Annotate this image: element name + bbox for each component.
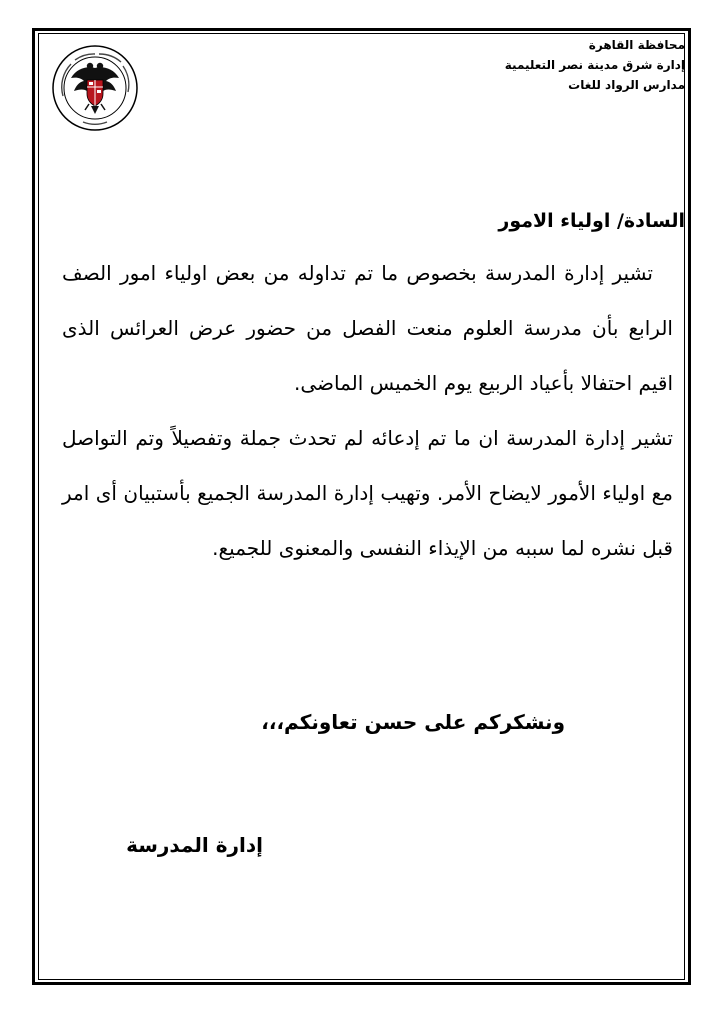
school-header [505, 35, 685, 95]
administration-line: إدارة شرق مدينة نصر التعليمية [504, 58, 685, 72]
school-name-line: مدارس الرواد للغات [568, 78, 685, 92]
body-paragraph: تشير إدارة المدرسة بخصوص ما تم تداوله من بعض اولياء امور الصف الرابع بأن مدرسة العلوم منعت الفصل من حضور عرض العرائس الذى اقيم احتفالا بأعياد الربيع يوم الخميس الماضى. [62, 261, 673, 395]
letter-salutation: السادة/ اولياء الامور [498, 210, 685, 232]
school-seal-logo [51, 44, 139, 132]
letter-body [62, 246, 673, 576]
closing-thanks: ونشكركم على حسن تعاونكم،،، [261, 710, 565, 734]
governorate-line: محافظة القاهرة [588, 38, 685, 52]
body-paragraph: تشير إدارة المدرسة ان ما تم إدعائه لم تحدث جملة وتفصيلاً وتم التواصل مع اولياء الأمور لايضاح الأمر. وتهيب إدارة المدرسة الجميع بأستبيان أى امر قبل نشره لما سببه من الإيذاء النفسى والمعنوى للجميع. [62, 426, 673, 560]
signature-line: إدارة المدرسة [126, 833, 263, 857]
